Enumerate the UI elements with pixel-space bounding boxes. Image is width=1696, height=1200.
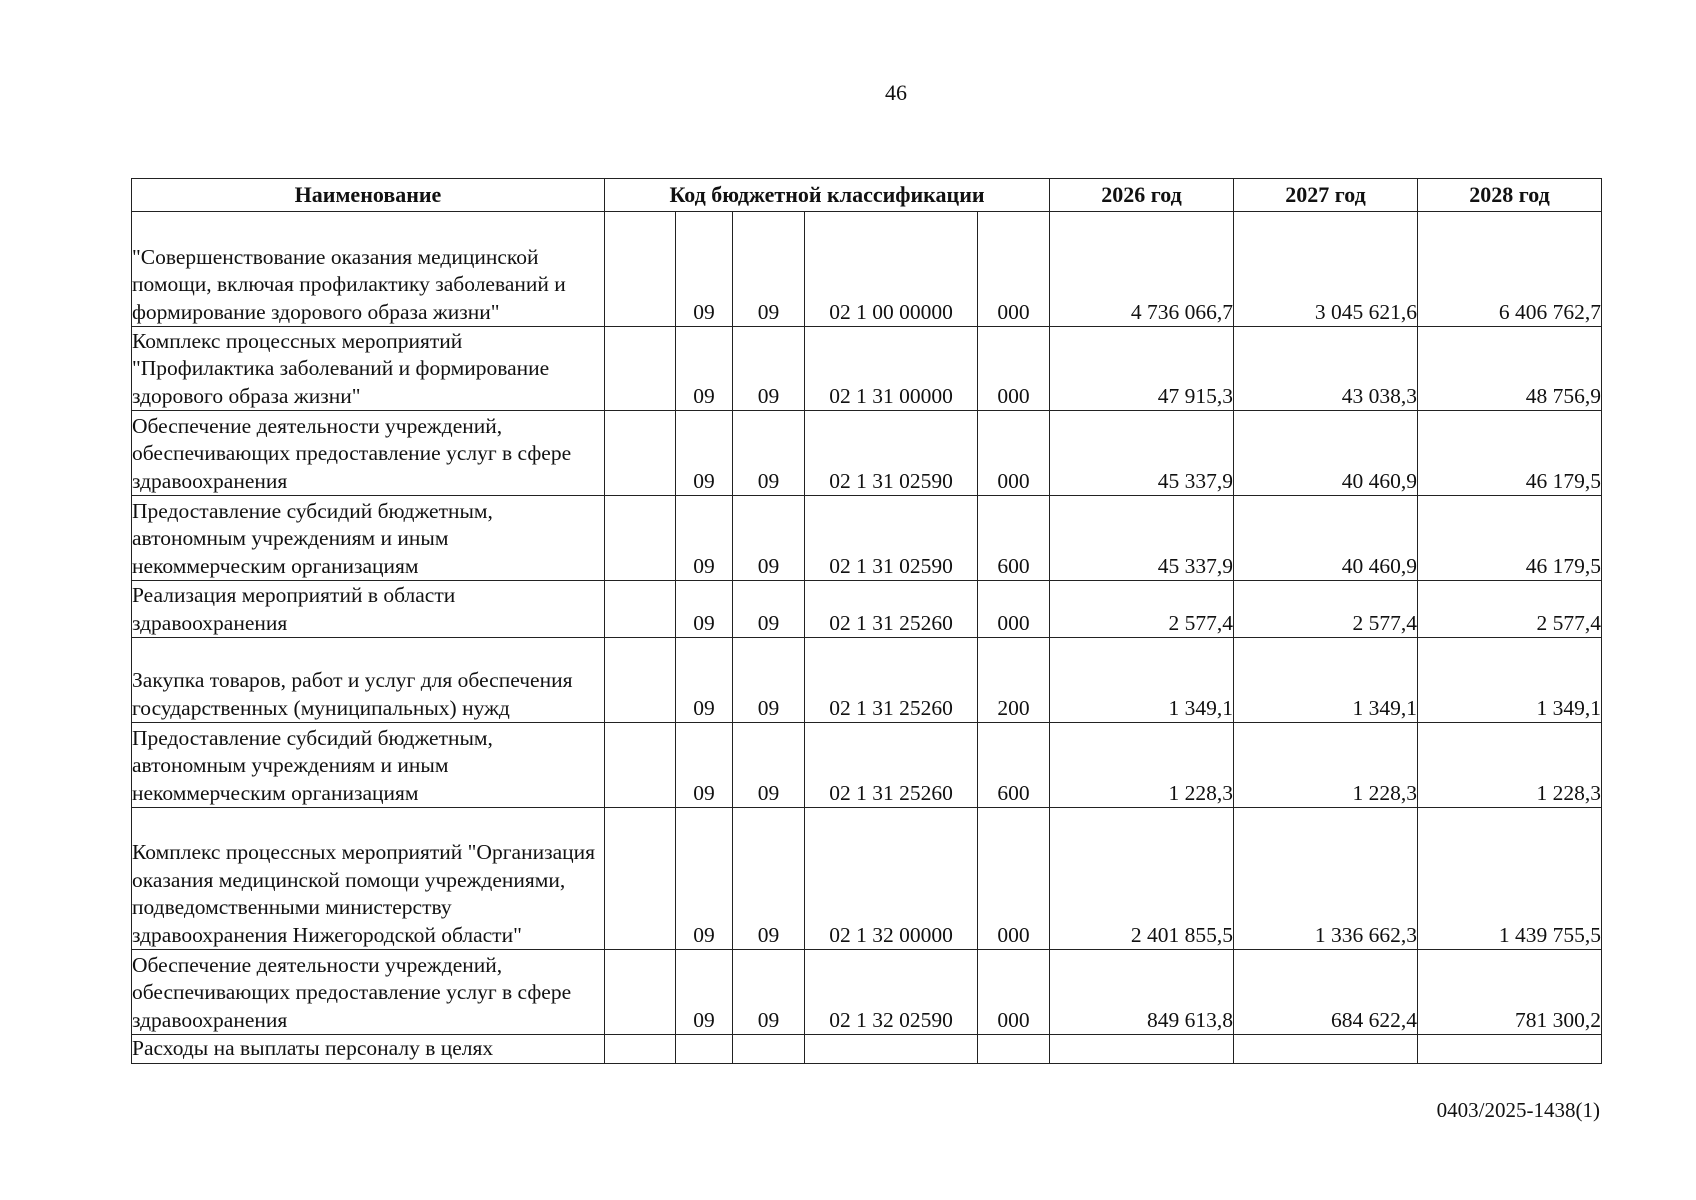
- cell-v2026: 2 577,4: [1050, 581, 1234, 638]
- cell-v2027: 40 460,9: [1234, 411, 1418, 496]
- cell-v2027: 1 336 662,3: [1234, 808, 1418, 950]
- document-number: 0403/2025-1438(1): [1436, 1098, 1600, 1122]
- header-name: Наименование: [132, 179, 605, 212]
- cell-c5: 000: [978, 411, 1050, 496]
- header-2026: 2026 год: [1050, 179, 1234, 212]
- cell-c2: 09: [676, 808, 733, 950]
- cell-c3: 09: [733, 496, 805, 581]
- cell-v2026: 47 915,3: [1050, 327, 1234, 411]
- cell-c3: 09: [733, 638, 805, 723]
- cell-v2028: 6 406 762,7: [1418, 212, 1602, 327]
- cell-v2028: 1 439 755,5: [1418, 808, 1602, 950]
- cell-c1: [605, 327, 676, 411]
- cell-c1: [605, 808, 676, 950]
- cell-v2028: [1418, 1035, 1602, 1064]
- table-header-row: [132, 179, 1602, 212]
- table-row: [132, 808, 1602, 950]
- cell-c4: 02 1 31 00000: [805, 327, 978, 411]
- budget-table: [131, 178, 1602, 1064]
- table-row: [132, 327, 1602, 411]
- header-code: Код бюджетной классификации: [605, 179, 1050, 212]
- cell-name: Расходы на выплаты персоналу в целях: [132, 1035, 605, 1064]
- cell-name: Закупка товаров, работ и услуг для обеспечения государственных (муниципальных) нужд: [132, 638, 605, 723]
- cell-v2027: 40 460,9: [1234, 496, 1418, 581]
- cell-c5: 000: [978, 327, 1050, 411]
- cell-v2027: 43 038,3: [1234, 327, 1418, 411]
- cell-c3: 09: [733, 723, 805, 808]
- cell-v2027: 3 045 621,6: [1234, 212, 1418, 327]
- cell-v2026: 45 337,9: [1050, 496, 1234, 581]
- header-2028: 2028 год: [1418, 179, 1602, 212]
- cell-c1: [605, 581, 676, 638]
- cell-c3: 09: [733, 212, 805, 327]
- cell-name: Предоставление субсидий бюджетным, автономным учреждениям и иным некоммерческим организациям: [132, 496, 605, 581]
- cell-c5: 000: [978, 212, 1050, 327]
- table-row: [132, 496, 1602, 581]
- cell-c4: [805, 1035, 978, 1064]
- cell-c3: 09: [733, 950, 805, 1035]
- cell-name: "Совершенствование оказания медицинской помощи, включая профилактику заболеваний и формирование здорового образа жизни": [132, 212, 605, 327]
- cell-c1: [605, 950, 676, 1035]
- cell-c3: 09: [733, 411, 805, 496]
- cell-c5: 000: [978, 808, 1050, 950]
- table-row: [132, 581, 1602, 638]
- cell-c2: 09: [676, 212, 733, 327]
- cell-c2: [676, 1035, 733, 1064]
- cell-c5: 000: [978, 950, 1050, 1035]
- cell-name: Обеспечение деятельности учреждений, обеспечивающих предоставление услуг в сфере здравоохранения: [132, 950, 605, 1035]
- table-row: [132, 411, 1602, 496]
- cell-v2027: 2 577,4: [1234, 581, 1418, 638]
- cell-name: Комплекс процессных мероприятий "Организация оказания медицинской помощи учреждениями, подведомственными министерству здравоохранения Нижегородской области": [132, 808, 605, 950]
- cell-c2: 09: [676, 723, 733, 808]
- cell-v2028: 781 300,2: [1418, 950, 1602, 1035]
- page-number: 46: [885, 80, 907, 105]
- cell-c3: [733, 1035, 805, 1064]
- cell-c1: [605, 723, 676, 808]
- cell-c2: 09: [676, 950, 733, 1035]
- cell-c4: 02 1 31 02590: [805, 411, 978, 496]
- cell-c4: 02 1 00 00000: [805, 212, 978, 327]
- cell-v2026: 45 337,9: [1050, 411, 1234, 496]
- cell-v2027: [1234, 1035, 1418, 1064]
- table-row: [132, 638, 1602, 723]
- cell-v2026: [1050, 1035, 1234, 1064]
- cell-v2028: 1 228,3: [1418, 723, 1602, 808]
- cell-v2027: 1 349,1: [1234, 638, 1418, 723]
- cell-v2028: 1 349,1: [1418, 638, 1602, 723]
- cell-c1: [605, 212, 676, 327]
- header-2027: 2027 год: [1234, 179, 1418, 212]
- cell-v2026: 4 736 066,7: [1050, 212, 1234, 327]
- table-row: [132, 1035, 1602, 1064]
- cell-c3: 09: [733, 327, 805, 411]
- cell-c1: [605, 496, 676, 581]
- cell-c5: 200: [978, 638, 1050, 723]
- cell-c2: 09: [676, 411, 733, 496]
- cell-c5: 600: [978, 723, 1050, 808]
- cell-c4: 02 1 32 00000: [805, 808, 978, 950]
- cell-v2028: 46 179,5: [1418, 411, 1602, 496]
- cell-name: Предоставление субсидий бюджетным, автономным учреждениям и иным некоммерческим организациям: [132, 723, 605, 808]
- cell-v2026: 2 401 855,5: [1050, 808, 1234, 950]
- cell-v2026: 849 613,8: [1050, 950, 1234, 1035]
- cell-c5: 000: [978, 581, 1050, 638]
- cell-c2: 09: [676, 638, 733, 723]
- cell-v2028: 46 179,5: [1418, 496, 1602, 581]
- table-row: [132, 212, 1602, 327]
- cell-c4: 02 1 31 25260: [805, 581, 978, 638]
- cell-v2026: 1 349,1: [1050, 638, 1234, 723]
- cell-c5: [978, 1035, 1050, 1064]
- cell-c1: [605, 411, 676, 496]
- cell-name: Обеспечение деятельности учреждений, обеспечивающих предоставление услуг в сфере здравоохранения: [132, 411, 605, 496]
- table-row: [132, 723, 1602, 808]
- cell-v2028: 2 577,4: [1418, 581, 1602, 638]
- table-row: [132, 950, 1602, 1035]
- cell-c3: 09: [733, 581, 805, 638]
- cell-v2026: 1 228,3: [1050, 723, 1234, 808]
- cell-c3: 09: [733, 808, 805, 950]
- cell-c4: 02 1 31 02590: [805, 496, 978, 581]
- cell-c4: 02 1 31 25260: [805, 638, 978, 723]
- cell-c2: 09: [676, 496, 733, 581]
- cell-name: Реализация мероприятий в области здравоохранения: [132, 581, 605, 638]
- cell-c5: 600: [978, 496, 1050, 581]
- cell-c2: 09: [676, 581, 733, 638]
- cell-c1: [605, 1035, 676, 1064]
- cell-v2028: 48 756,9: [1418, 327, 1602, 411]
- cell-v2027: 684 622,4: [1234, 950, 1418, 1035]
- cell-name: Комплекс процессных мероприятий "Профилактика заболеваний и формирование здорового образа жизни": [132, 327, 605, 411]
- cell-c4: 02 1 32 02590: [805, 950, 978, 1035]
- cell-c2: 09: [676, 327, 733, 411]
- cell-v2027: 1 228,3: [1234, 723, 1418, 808]
- cell-c1: [605, 638, 676, 723]
- cell-c4: 02 1 31 25260: [805, 723, 978, 808]
